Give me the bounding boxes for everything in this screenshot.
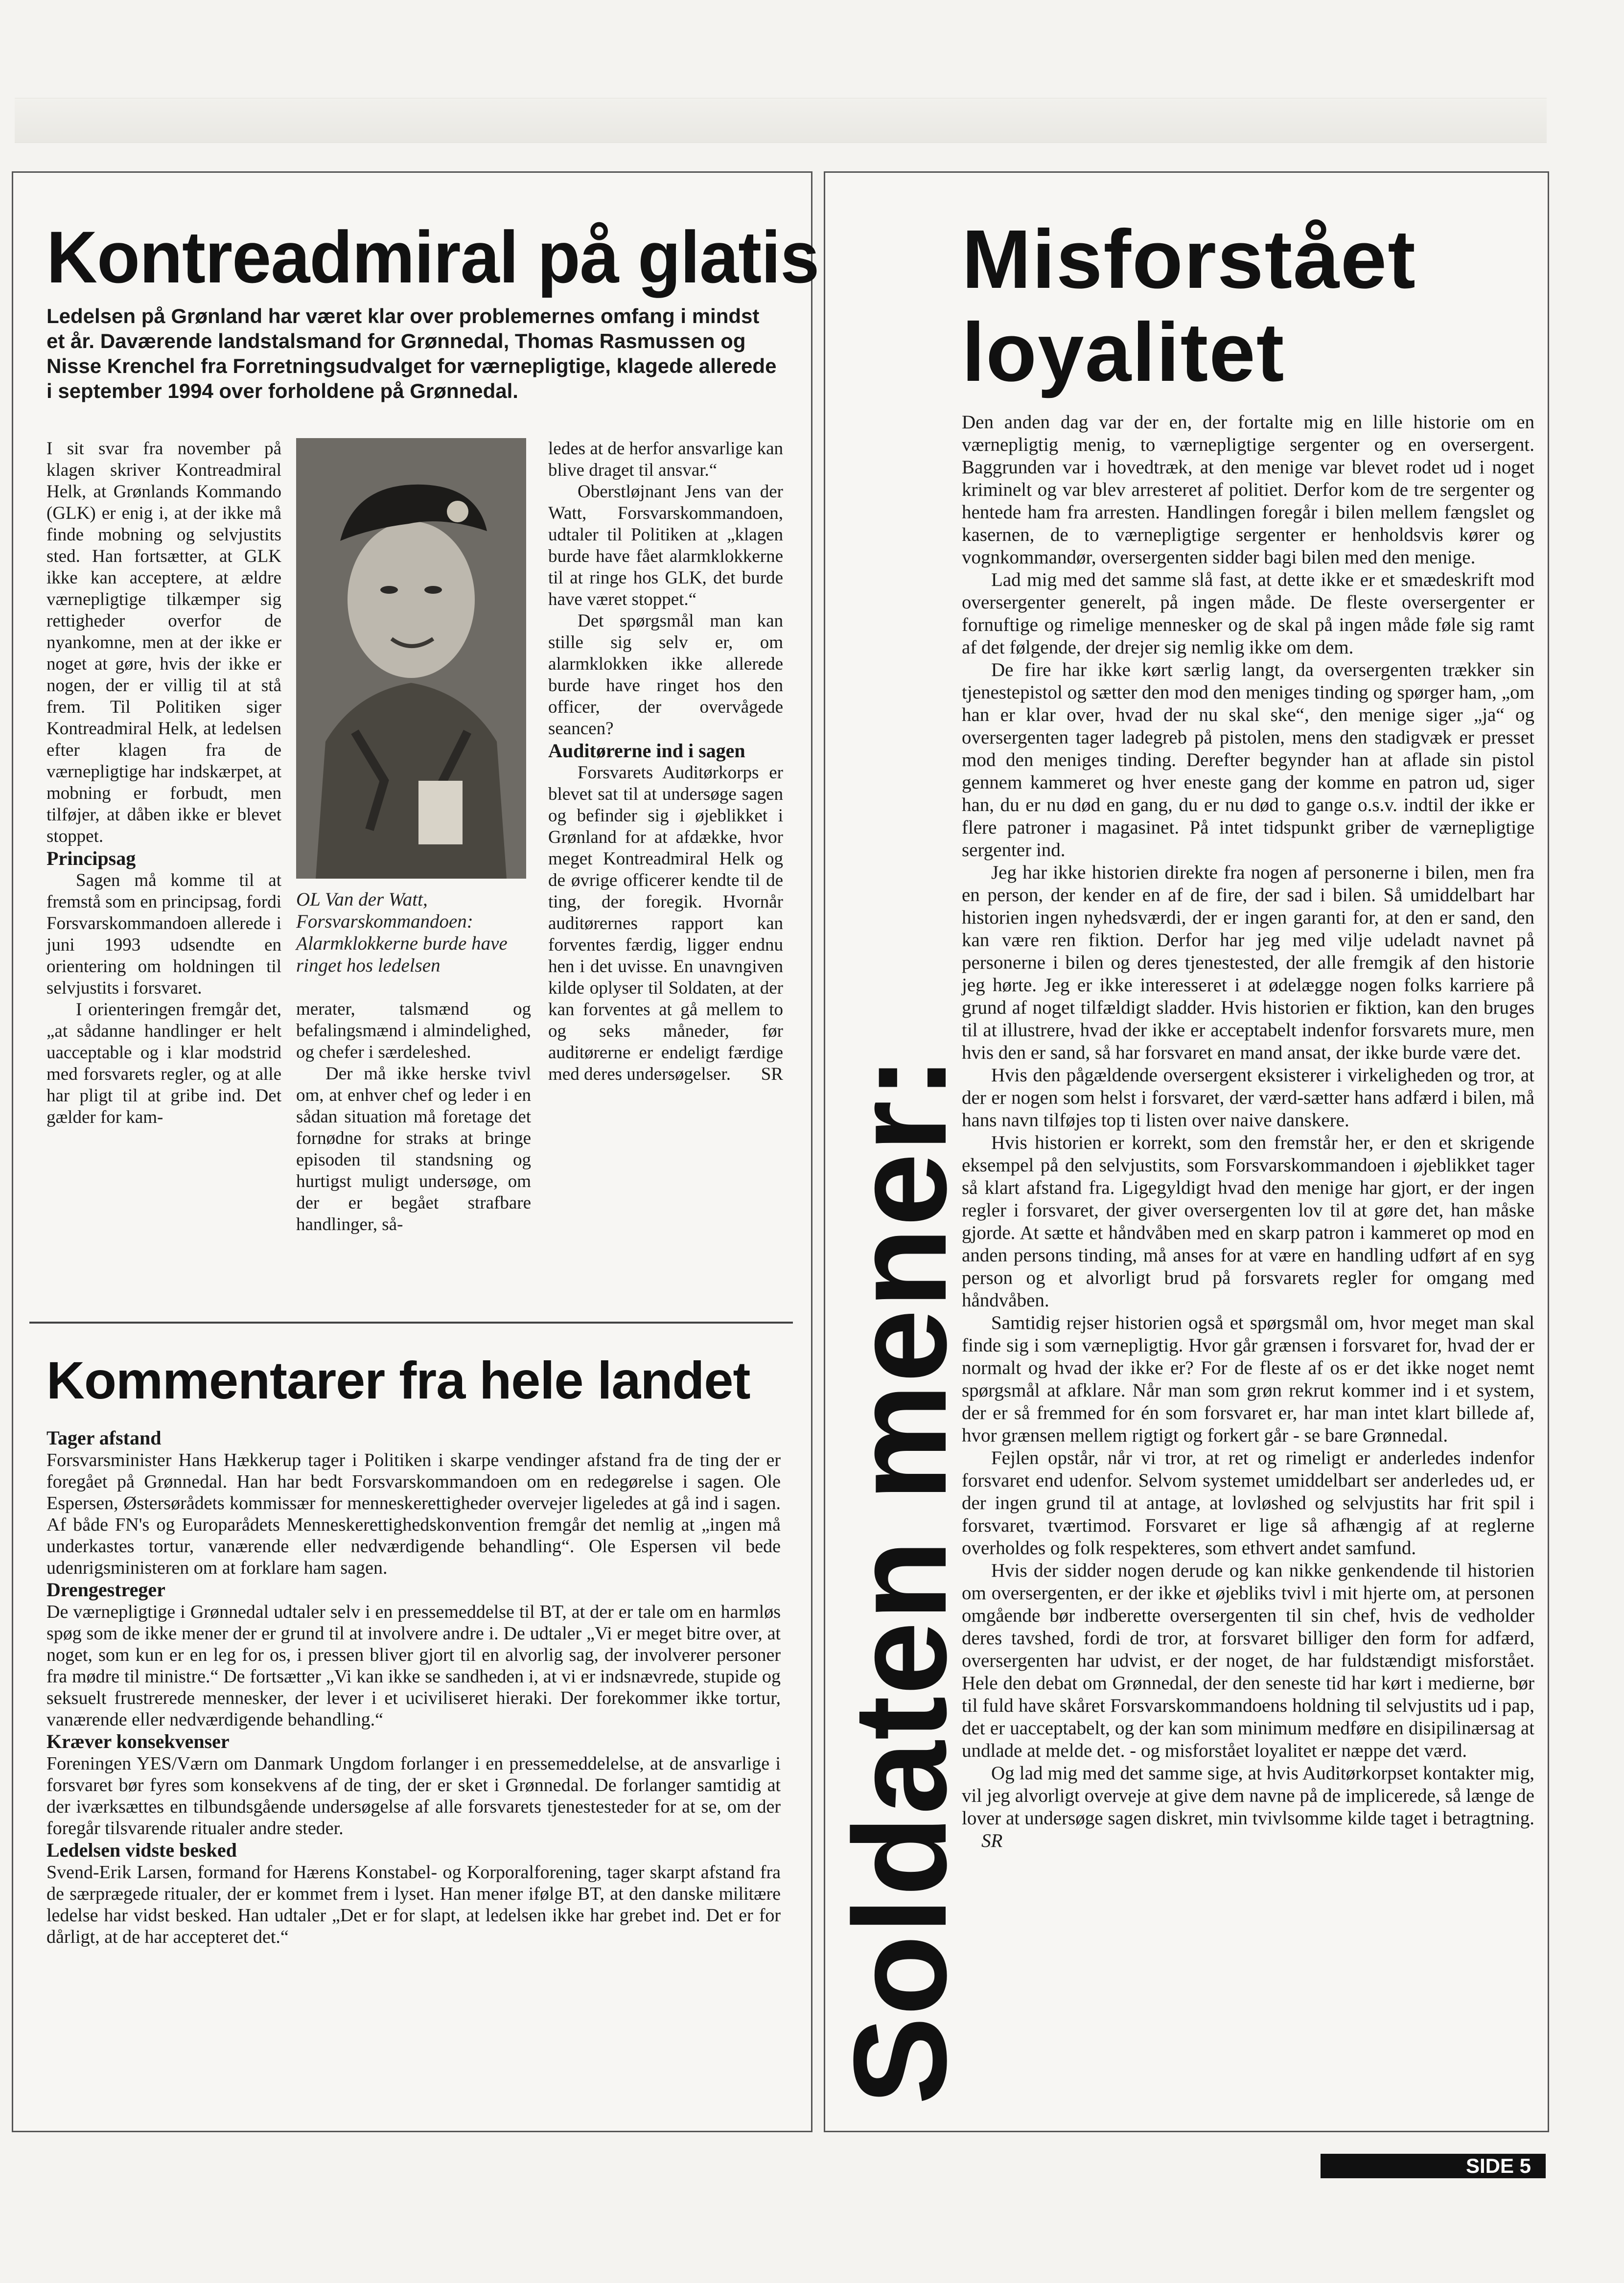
article1-column-3 bbox=[548, 438, 783, 1085]
article1-column-1 bbox=[46, 438, 281, 1128]
article3-paragraph: Hvis historien er korrekt, som den fremstår her, er den et skrigende eksempel på den selvjustits, som Forsvarskommandoen i øjeblikket tager så klart afstand fra. Ligegyldigt hvad den menige har gjort, er der ingen regler i forsvaret, der giver oversergenten lov til at gøre det, han måske gjorde. At sætte et håndvåben med en skarp patron i kammeret op mod en anden persons tinding, må anses for at være en handling udført af en syg person og et alvorligt brud på forsvarets regler for omgang med håndvåben. bbox=[962, 1132, 1534, 1311]
article2-headline: Kommentarer fra hele landet bbox=[46, 1351, 750, 1410]
officer-portrait-photo bbox=[296, 438, 526, 879]
article1-col1-paragraph: I orienteringen fremgår det, „at sådanne handlinger er helt uacceptable og i klar modstrid med forsvarets regler, og at alle har pligt til at gribe ind. Det gælder for kam- bbox=[46, 1000, 281, 1127]
article3-body bbox=[962, 411, 1534, 1852]
article2-paragraph: De værnepligtige i Grønnedal udtaler selv i en pressemeddelse til BT, at der er tale om en harmløs spøg som de ikke mener der er grund til at involvere andre i. De udtaler „Vi er meget bitre over, at noget, som kun er en leg for os, i pressen bliver gjort til en alvorlig sag, der involverer personer fra mødre til ministre.“ De fortsætter „Vi kan ikke se sandheden i, at vi er indsnævrede, stupide og seksuelt frustrerede mennesker, der lever i et uciviliseret hieraki. Der forekommer ikke tortur, vanærende eller nedværdigende behandling.“ bbox=[46, 1602, 781, 1730]
article1-col3-text: Forsvarets Auditørkorps er blevet sat til at undersøge sagen og befinder sig i øjeblikket i Grønland for at afdække, hvor meget Kontreadmiral Helk og de øvrige officerer kendte til de ting, der foregik. Hvornår auditørernes rapport kan forventes færdig, ligger endnu hen i det uvisse. En unavngiven kilde oplyser til Soldaten, at der kan forventes at gå mellem to og seks måneder, før auditørerne er endeligt færdige med deres undersøgelser. bbox=[548, 763, 783, 1084]
article3-paragraph: De fire har ikke kørt særlig langt, da oversergenten trækker sin tjenestepistol og sætter den mod den meniges tinding og spørger ham, „om han er klar over, hvad der nu skal ske“, den menige siger „ja“ og oversergenten tager ladegreb på pistolen, mens den stadigvæk er presset mod den meniges tinding. Derefter begynder han at aflade sin pistol gennem kammeret og hver eneste gang der komme en patron ud, siger han, du er nu død en gang, du er nu død to gange o.s.v. indtil der ikke er flere patroner i magasinet. På intet tidspunkt griber de værnepligtige sergenter ind. bbox=[962, 659, 1534, 861]
article3-headline-line2: loyalitet bbox=[962, 306, 1285, 399]
page-number: SIDE 5 bbox=[1465, 2154, 1531, 2177]
article1-col2-paragraph: merater, talsmænd og befalingsmænd i almindelighed, og chefer i særdeleshed. bbox=[296, 999, 531, 1062]
article3-final-text: Og lad mig med det samme sige, at hvis Auditørkorpset kontakter mig, vil jeg alvorligt overveje at give dem navne på de implicerede, så længe de lover at undersøge sagen diskret, min tvivlsomme kilde taget i betragtning. bbox=[962, 1763, 1534, 1829]
article2-subheading: Ledelsen vidste besked bbox=[46, 1839, 237, 1861]
article1-signature: SR bbox=[761, 1064, 783, 1084]
article1-col3-paragraph: Det spørgsmål man kan stille sig selv er, om alarmklokken ikke allerede burde have ringet hos den officer, der overvågede seancen? bbox=[548, 611, 783, 739]
article3-signature: SR bbox=[981, 1830, 1003, 1851]
article3-paragraph: Den anden dag var der en, der fortalte mig en lille historie om en værnepligtig menig, to værnepligtige sergenter og en oversergent. Baggrunden var i hovedtræk, at den menige var blevet rodet ud i noget kriminelt og var blev arresteret af politiet. Derfor kom de tre sergenter og hentede ham fra arresten. Handlingen foregår i bilen mellem fængslet og kasernen, de to værnepligtige sergenter er henholdsvis kører og vognkommandør, oversergenten sidder bagi bilen med den menige. bbox=[962, 412, 1534, 568]
article1-deck: Ledelsen på Grønland har været klar over problemernes omfang i mindst et år. Daværende landstalsmand for Grønnedal, Thomas Rasmussen og Nisse Krenchel fra Forretningsudvalget for værnepligtige, klagede allerede i september 1994 over forholdene på Grønnedal. bbox=[46, 304, 777, 402]
article3-headline-line1: Misforstået bbox=[962, 213, 1416, 306]
article1-col1-paragraph: Sagen må komme til at fremstå som en principsag, fordi Forsvarskommandoen allerede i juni 1993 udsendte en orientering om holdningen til selvjustits i forsvaret. bbox=[46, 870, 281, 998]
page-number-tag bbox=[1321, 2154, 1546, 2178]
article1-col3-paragraph bbox=[548, 762, 783, 1085]
article2-subheading: Tager afstand bbox=[46, 1427, 162, 1449]
article3-paragraph: Fejlen opstår, når vi tror, at ret og rimeligt er anderledes indenfor forsvaret end udenfor. Selvom systemet umiddelbart ser anderledes ud, er der ingen grund til at antage, at lovløshed og selvjustits har frit spil i forsvaret, tværtimod. Forsvaret er lige så afhængig af at reglerne overholdes og folk respekteres, som ethvert andet samfund. bbox=[962, 1447, 1534, 1559]
article1-col3-paragraph: Oberstløjnant Jens van der Watt, Forsvarskommandoen, udtaler til Politiken at „klagen burde have fået alarmklokkerne til at ringe hos GLK, det burde have været stoppet.“ bbox=[548, 482, 783, 609]
subheading-auditorerne: Auditørerne ind i sagen bbox=[548, 740, 745, 762]
article1-col1-paragraph: I sit svar fra november på klagen skriver Kontreadmiral Helk, at Grønlands Kommando (GLK) er enig i, at der ikke må finde mobning og selvjustits sted. Han fortsætter, at GLK ikke kan acceptere, at ældre værnepligtige tilkæmper sig rettigheder overfor de nyankomne, men at der ikke er noget at gøre, hvis der ikke er nogen, der er villig til at stå frem. Til Politiken siger Kontreadmiral Helk, at ledelsen efter klagen fra de værnepligtige har indskærpet, at mobning er forbudt, men tilføjer, at dåben ikke er blevet stoppet. bbox=[46, 439, 281, 846]
article2-paragraph: Svend-Erik Larsen, formand for Hærens Konstabel- og Korporalforening, tager skarpt afstand fra de særprægede ritualer, der er kommet frem i lyset. Han mener ifølge BT, at den danske militære ledelse har vidst besked. Han udtaler „Det er for slapt, at ledelsen ikke har grebet ind. Det er for dårligt, at de har accepteret det.“ bbox=[46, 1862, 781, 1947]
article1-col2-paragraph: Der må ikke herske tvivl om, at enhver chef og leder i en sådan situation må foretage det fornødne for straks at bringe episoden til standsning og hurtigst muligt undersøge, om der er begået strafbare handlinger, så- bbox=[296, 1064, 531, 1235]
scan-top-band bbox=[15, 98, 1547, 143]
article1-headline: Kontreadmiral på glatis bbox=[46, 216, 819, 298]
article1-column-2 bbox=[296, 999, 531, 1235]
article1-col3-paragraph: ledes at de herfor ansvarlige kan blive draget til ansvar.“ bbox=[548, 439, 783, 480]
photo-caption: OL Van der Watt, Forsvarskommandoen: Alarmklokkerne burde have ringet hos ledelsen bbox=[296, 889, 508, 976]
article2-paragraph: Forsvarsminister Hans Hækkerup tager i Politiken i skarpe vendinger afstand fra de ting der er foregået på Grønnedal. Han har bedt Forsvarskommandoen om en redegørelse i sagen. Ole Espersen, Østersørådets kommissær for menneskerettigheder overvejer ligeledes at gå ind i sagen. Af både FN's og Europarådets Menneskerettighedskonvention fremgår det nemlig at „ingen må underkastes tortur, vanærende eller nedværdigende behandling“. Ole Espersen vil bede udenrigsministeren om at forklare ham sagen. bbox=[46, 1450, 781, 1578]
article2-body bbox=[46, 1427, 781, 1948]
article3-paragraph bbox=[962, 1762, 1534, 1852]
article2-paragraph: Foreningen YES/Værn om Danmark Ungdom forlanger i en pressemeddelelse, at de ansvarlige i forsvaret bør fyres som konsekvens af de ting, der er sket i Grønnedal. De forlanger samtidig at der iværksættes en tilbundsgående undersøgelse af alle forsvarets tjenestesteder for at se, om der foregår tilsvarende ritualer andre steder. bbox=[46, 1753, 781, 1839]
article2-subheading: Kræver konsekvenser bbox=[46, 1730, 230, 1752]
subheading-principsag: Principsag bbox=[46, 847, 136, 869]
soldaten-mener-banner: Soldaten mener: bbox=[827, 1054, 974, 2105]
article-divider bbox=[29, 1322, 793, 1324]
article3-paragraph: Lad mig med det samme slå fast, at dette ikke er et smædeskrift mod oversergenter generelt, på ingen måde. De fleste oversergenter er fornuftige og rimelige mennesker og de skal på ingen måde føle sig ramt af det følgende, der drejer sig nemlig ikke om dem. bbox=[962, 569, 1534, 658]
article3-paragraph: Jeg har ikke historien direkte fra nogen af personerne i bilen, men fra en person, der kender en af de fire, der sad i bilen. Så umiddelbart har historien ingen nyhedsværdi, der er ingen garanti for, at den er sand, den kan være ren fiktion. Derfor har jeg med vilje udeladt navnet på personerne i bilen og deres tjenestested, der alle fremgik af den historie jeg hørte. Jeg er ikke interesseret i at ødelægge nogen folks karriere på grund af noget tilfældigt sladder. Hvis historien er fiktion, kan den bruges til at illustrere, hvad der ikke er acceptabelt indenfor forsvarets mure, men hvis den er sand, så har forsvaret en mand ansat, der ikke burde være det. bbox=[962, 862, 1534, 1063]
article3-paragraph: Hvis den pågældende oversergent eksisterer i virkeligheden og tror, at der er nogen som helst i forsvaret, der værd-sætter hans adfærd i bilen, må hans navn tilføjes top ti listen over naive danskere. bbox=[962, 1065, 1534, 1131]
article3-paragraph: Samtidig rejser historien også et spørgsmål om, hvor meget man skal finde sig i som værnepligtig. Hvor går grænsen i forsvaret for, hvad der er normalt og hvad der ikke er? For de fleste af os er det ikke noget nemt spørgsmål at afklare. Når man som grøn rekrut kommer ind i et system, der er så fremmed for én som forsvaret er, har man intet klart billede af, hvor grænsen mellem rigtigt og forkert går - se bare Grønnedal. bbox=[962, 1312, 1534, 1446]
article3-paragraph: Hvis der sidder nogen derude og kan nikke genkendende til historien om oversergenten, er der ikke et øjebliks tvivl i mit hjerte om, at personen omgående bør indberette oversergenten til sin chef, hvis de vedholder deres tavshed, fordi de tror, at forsvaret billiger den form for adfærd, oversergenten har udvist, er der noget, de har fuldstændigt misforstået. Hele den debat om Grønnedal, der den seneste tid har kørt i medierne, bør til fuld have skåret Forsvarskommandoens holdning til selvjustits ud i pap, det er uacceptabelt, og der kan som minimum medføre en disipilinærsag at undlade at melde det. - og misforstået loyalitet er næppe det værd. bbox=[962, 1560, 1534, 1761]
article2-subheading: Drengestreger bbox=[46, 1579, 165, 1601]
